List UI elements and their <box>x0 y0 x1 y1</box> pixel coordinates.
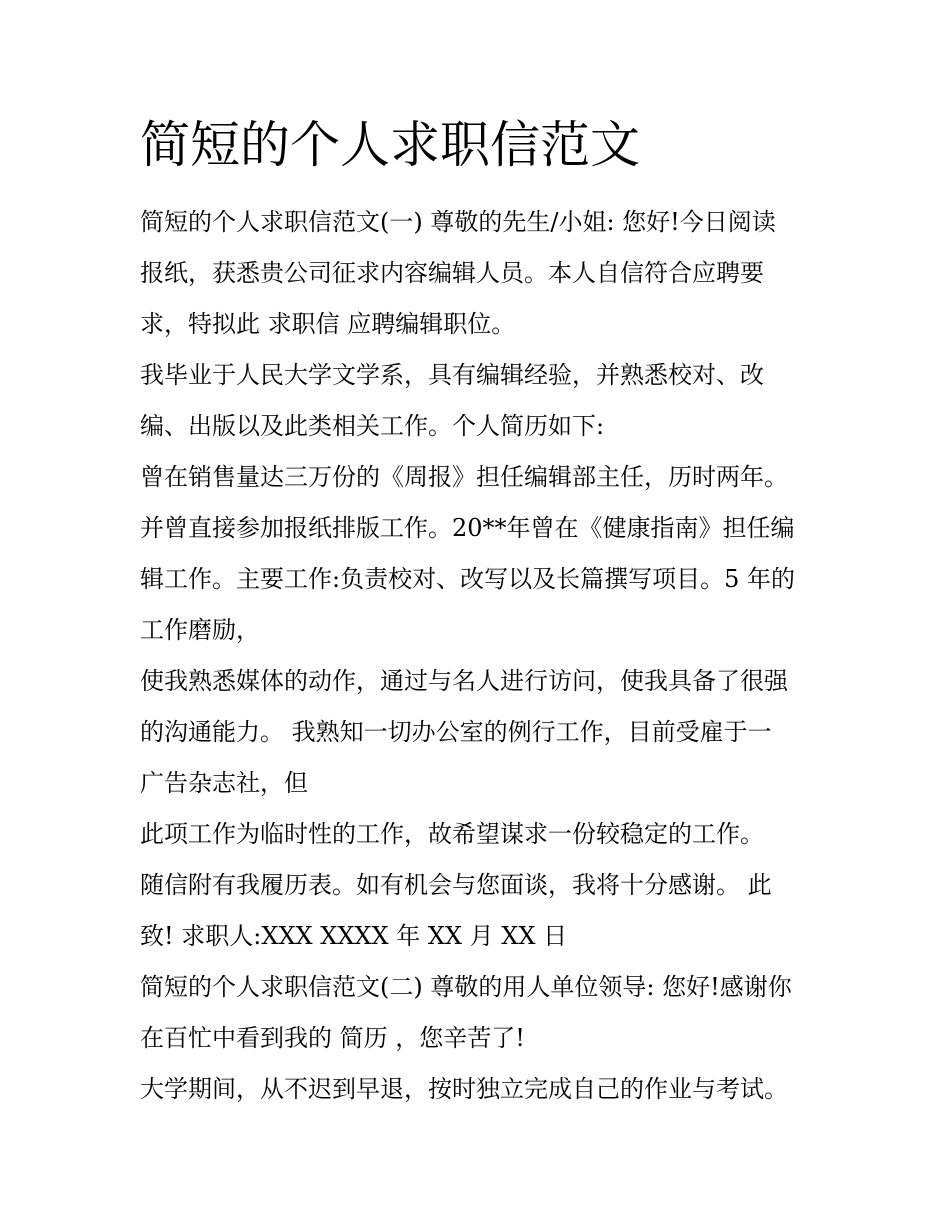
text-line: 大学期间，从不迟到早退，按时独立完成自己的作业与考试。 <box>140 1075 788 1103</box>
text-line: 简短的个人求职信范文(一) 尊敬的先生/小姐: 您好!今日阅读 <box>140 208 776 236</box>
text-line: 简短的个人求职信范文(二) 尊敬的用人单位领导: 您好!感谢你 <box>140 973 792 1001</box>
text-line: 并曾直接参加报纸排版工作。20**年曾在《健康指南》担任编 <box>140 514 795 542</box>
text-line: 编、出版以及此类相关工作。个人简历如下: <box>140 412 605 440</box>
text-line: 工作磨励， <box>140 616 260 644</box>
text-line: 使我熟悉媒体的动作，通过与名人进行访问，使我具备了很强 <box>140 667 788 695</box>
text-line: 随信附有我履历表。如有机会与您面谈，我将十分感谢。 此 <box>140 871 772 899</box>
text-line: 致! 求职人:XXX XXXX 年 XX 月 XX 日 <box>140 922 568 950</box>
text-line: 此项工作为临时性的工作，故希望谋求一份较稳定的工作。 <box>140 820 764 848</box>
text-line: 求，特拟此 求职信 应聘编辑职位。 <box>140 310 516 338</box>
text-line: 广告杂志社，但 <box>140 769 308 797</box>
text-line: 的沟通能力。 我熟知一切办公室的例行工作，目前受雇于一 <box>140 718 772 746</box>
document-title: 简短的个人求职信范文 <box>140 116 640 174</box>
document-body <box>140 197 820 1115</box>
text-line: 在百忙中看到我的 简历 ，您辛苦了! <box>140 1024 525 1052</box>
text-line: 我毕业于人民大学文学系，具有编辑经验，并熟悉校对、改 <box>140 361 764 389</box>
text-line: 曾在销售量达三万份的《周报》担任编辑部主任，历时两年。 <box>140 463 788 491</box>
text-line: 报纸，获悉贵公司征求内容编辑人员。本人自信符合应聘要 <box>140 259 764 287</box>
text-line: 辑工作。主要工作:负责校对、改写以及长篇撰写项目。5 年的 <box>140 565 795 593</box>
